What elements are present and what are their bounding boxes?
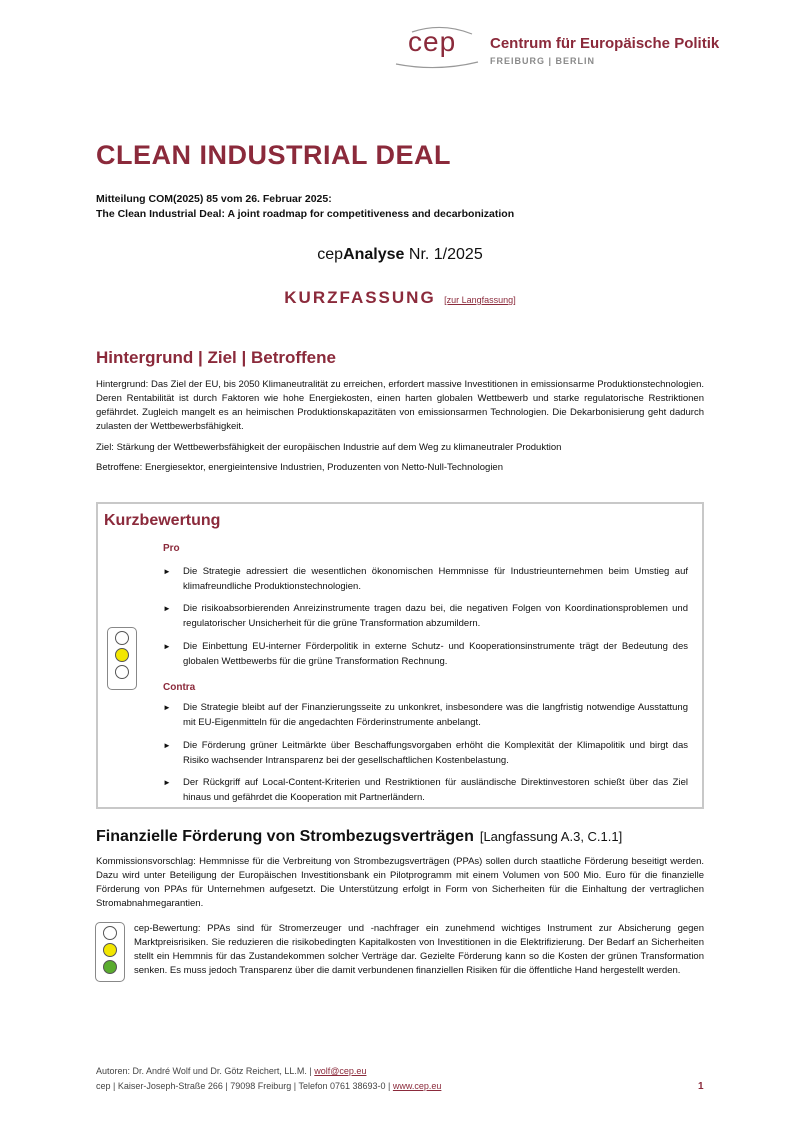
traffic-light-top-lamp [115, 631, 129, 645]
bullet-arrow-icon: ► [163, 642, 171, 651]
traffic-light-icon [107, 627, 137, 690]
pro-item [163, 639, 688, 669]
contra-item-text: Die Förderung grüner Leitmärkte über Beschaffungsvorgaben erhöht die Komplexität der Klimapolitik und birgt das Risiko wachsender Intransparenz bei der gesellschaftlichen Kostenbelastung. [183, 740, 688, 766]
footer-address [96, 1081, 441, 1091]
bullet-arrow-icon: ► [163, 567, 171, 576]
authors-text: Autoren: Dr. André Wolf und Dr. Götz Reichert, LL.M. | [96, 1066, 315, 1076]
section-background-heading: Hintergrund | Ziel | Betroffene [96, 348, 336, 367]
pro-item-text: Die risikoabsorbierenden Anreizinstrumente tragen dazu bei, die negativen Folgen von Koordinationsproblemen und regulatorischer Unsicherheit für die grüne Transformation abzumildern. [183, 603, 688, 629]
bullet-arrow-icon: ► [163, 778, 171, 787]
goal-paragraph: Ziel: Stärkung der Wettbewerbsfähigkeit der europäischen Industrie auf dem Weg zu klimaneutraler Produktion [96, 442, 562, 453]
contra-item-text: Die Strategie bleibt auf der Finanzierungsseite zu unkonkret, insbesondere was die langfristig notwendige Ausstattung mit EU-Eigenmitteln für die angedachten Förderinstrumente anbelangt. [183, 702, 688, 728]
contra-item [163, 775, 688, 805]
footer-authors [96, 1066, 366, 1076]
summary-header [0, 288, 800, 308]
section-ppa-reference: [Langfassung A.3, C.1.1] [479, 829, 623, 844]
author-email-link[interactable]: wolf@cep.eu [314, 1066, 367, 1076]
pro-item-text: Die Strategie adressiert die wesentlichen ökonomischen Hemmnisse für Industrieunternehmen beim Umstieg auf klimafreundliche Produktionstechnologien. [183, 566, 688, 592]
pro-item [163, 564, 688, 594]
analysis-number [0, 246, 800, 264]
traffic-light-middle-lamp [115, 648, 129, 662]
bullet-arrow-icon: ► [163, 604, 171, 613]
contra-item [163, 738, 688, 768]
subtitle-english: The Clean Industrial Deal: A joint roadmap for competitiveness and decarbonization [96, 208, 515, 220]
contra-item [163, 700, 688, 730]
contra-item-text: Der Rückgriff auf Local-Content-Kriterien und Restriktionen für ausländische Direktinvestoren schießt über das Ziel hinaus und gefährdet die Kooperation mit Partnerländern. [183, 777, 688, 803]
commission-proposal-paragraph: Kommissionsvorschlag: Hemmnisse für die Verbreitung von Strombezugsverträgen (PPAs) sollen durch staatliche Förderung beseitigt werden. Dazu wird unter Beteiligung der Europäischen Investitionsbank ein Pilotprogramm mit einem Volumen von 500 Mio. Euro für die finanzielle Förderung von PPAs für Unternehmen aufgesetzt. Die Unterstützung erfolgt in Form von Sicherheiten für die Einhaltung der vertraglichen Stromabnahmegarantien. [96, 856, 704, 909]
pro-label: Pro [163, 543, 180, 554]
org-cities: FREIBURG | BERLIN [490, 56, 596, 66]
traffic-light-icon [95, 922, 125, 982]
website-link[interactable]: www.cep.eu [392, 1081, 442, 1091]
pro-item [163, 601, 688, 631]
logo-text: cep [408, 26, 457, 57]
traffic-light-middle-lamp [103, 943, 117, 957]
long-version-link[interactable]: [zur Langfassung] [444, 295, 516, 305]
bullet-arrow-icon: ► [163, 741, 171, 750]
contra-label: Contra [163, 682, 196, 693]
summary-title: KURZFASSUNG [284, 288, 436, 307]
traffic-light-bottom-lamp [115, 665, 129, 679]
traffic-light-top-lamp [103, 926, 117, 940]
background-paragraph: Hintergrund: Das Ziel der EU, bis 2050 Klimaneutralität zu erreichen, erfordert massive Investitionen in emissionsarme Produktionstechnologien. Deren Rentabilität ist durch Faktoren wie hohe Energiekosten, einen harten globalen Wettbewerb und starke regulatorische Restriktionen gefährdet. Zugleich mangelt es an heimischen Produktionskapazitäten von emissionsarmen Technologien. Die Dekarbonisierung geht dadurch zulasten der Wettbewerbsfähigkeit. [96, 379, 704, 432]
affected-paragraph: Betroffene: Energiesektor, energieintensive Industrien, Produzenten von Netto-Null-Technologien [96, 462, 503, 473]
document-title: CLEAN INDUSTRIAL DEAL [96, 140, 452, 170]
section-ppa-title: Finanzielle Förderung von Strombezugsverträgen [96, 828, 474, 845]
subtitle-reference: Mitteilung COM(2025) 85 vom 26. Februar 2025: [96, 193, 332, 205]
address-text: cep | Kaiser-Joseph-Straße 266 | 79098 Freiburg | Telefon 0761 38693-0 | [96, 1081, 393, 1091]
pro-item-text: Die Einbettung EU-interner Förderpolitik in externe Schutz- und Kooperationsinstrumente trägt der Bedeutung des globalen Wettbewerbs für die grüne Transformation Rechnung. [183, 641, 688, 667]
assessment-heading: Kurzbewertung [104, 512, 221, 529]
traffic-light-bottom-lamp [103, 960, 117, 974]
cep-assessment-paragraph: cep-Bewertung: PPAs sind für Stromerzeuger und -nachfrager ein zunehmend wichtiges Instrument zur Absicherung gegen Marktpreisrisiken. Sie reduzieren die risikobedingten Kapitalkosten von Investitionen in die Elektrifizierung. Der Bedarf an Sicherheiten stellt ein Hemmnis für das Zustandekommen solcher Verträge dar. Gezielte Förderung kann so die Kosten der grünen Transformation senken. Es muss jedoch Transparenz über die damit verbundenen finanziellen Risiken für die öffentliche Hand hergestellt werden. [134, 923, 704, 976]
section-ppa-heading [96, 828, 622, 846]
analyse-bold: Analyse [343, 246, 405, 263]
org-name: Centrum für Europäische Politik [490, 35, 720, 52]
page-number: 1 [698, 1081, 704, 1092]
analyse-prefix: cep [317, 246, 344, 263]
analyse-suffix: Nr. 1/2025 [404, 246, 483, 263]
bullet-arrow-icon: ► [163, 703, 171, 712]
